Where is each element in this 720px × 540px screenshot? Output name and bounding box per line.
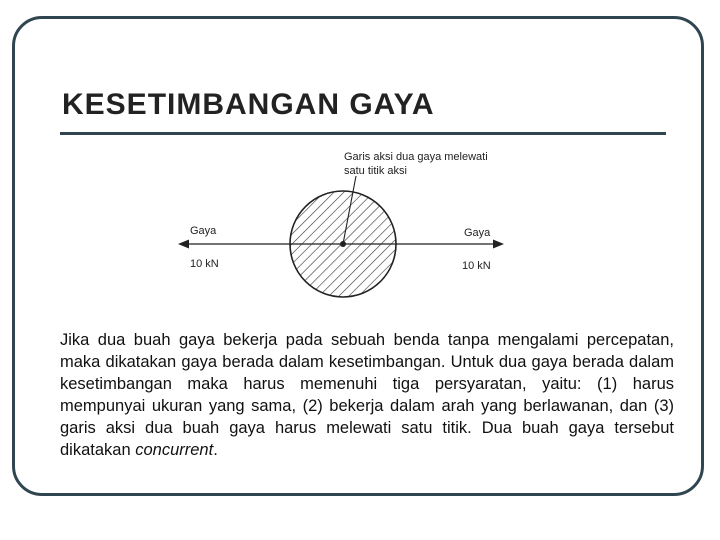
right-force-label: Gaya xyxy=(464,227,491,239)
slide-title: KESETIMBANGAN GAYA xyxy=(62,88,435,121)
left-force-label: Gaya xyxy=(190,225,217,237)
diagram-svg xyxy=(160,138,540,310)
title-underline xyxy=(60,132,666,135)
paragraph-end: . xyxy=(213,440,218,459)
body-paragraph xyxy=(60,329,674,461)
left-arrowhead xyxy=(178,240,189,249)
left-force-value: 10 kN xyxy=(190,258,219,270)
right-force-value: 10 kN xyxy=(462,260,491,272)
right-arrowhead xyxy=(493,240,504,249)
force-equilibrium-diagram xyxy=(160,138,540,310)
paragraph-text: Jika dua buah gaya bekerja pada sebuah benda tanpa mengalami percepatan, maka dikatakan gaya berada dalam kesetimbangan. Untuk dua gaya berada dalam kesetimbangan maka harus memenuhi tiga persyaratan, yaitu: (1) harus mempunyai ukuran yang sama, (2) bekerja dalam arah yang berlawanan, dan (3) garis aksi dua buah gaya harus melewati satu titik. Dua buah gaya tersebut dikatakan xyxy=(60,330,674,459)
annotation-line-2: satu titik aksi xyxy=(344,165,407,177)
annotation-line-1: Garis aksi dua gaya melewati xyxy=(344,151,488,163)
paragraph-italic-term: concurrent xyxy=(135,440,214,459)
